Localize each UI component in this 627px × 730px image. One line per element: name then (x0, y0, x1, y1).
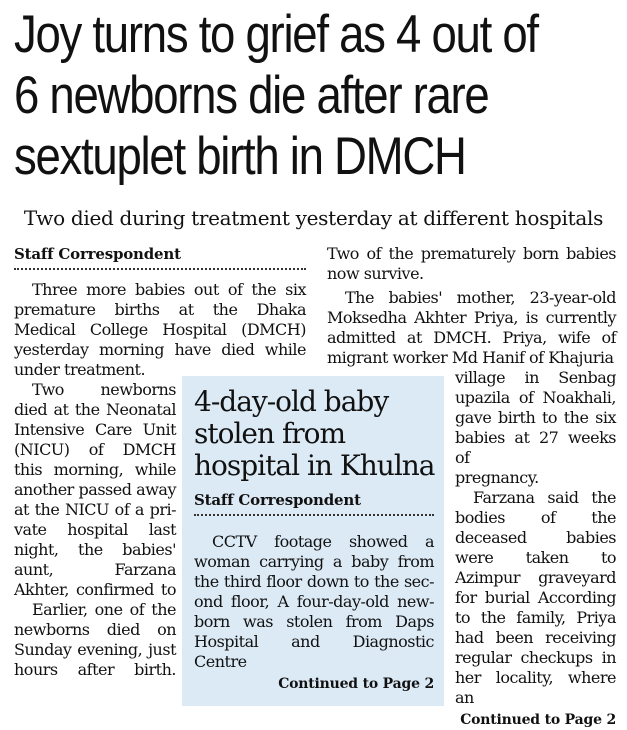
main-byline: Staff Correspondent (14, 244, 306, 270)
inset-title-line: 4-day-old baby (194, 385, 389, 418)
text-line: Intensive Care Unit (14, 420, 176, 439)
headline-line-1: Joy turns to grief as 4 out of (14, 5, 538, 64)
text-line: night, the babies' (14, 540, 176, 559)
text-line: another passed away (14, 480, 176, 499)
text-line: to the family, Priya (455, 608, 616, 627)
text-line: were taken to (455, 548, 616, 567)
text-line: deceased babies (455, 528, 616, 547)
text-line: Earlier, one of the (32, 600, 176, 619)
text-line: aunt, Farzana (14, 560, 176, 579)
text-line: vate hospital last (14, 520, 176, 539)
text-line: gave birth to the six (455, 408, 616, 427)
inset-continued-note: Continued to Page 2 (278, 676, 434, 692)
text-line: Azimpur graveyard (455, 568, 616, 587)
text-line: (NICU) of DMCH (14, 440, 176, 459)
text-line: had been receiving (455, 628, 616, 647)
main-paragraph-col3-3 (455, 488, 616, 708)
inset-paragraph: CCTV footage showed a woman carrying a baby from the third floor down to the sec-ond floor, A four-day-old new-born was stolen from Daps Hospital and Diagnostic Centre (194, 532, 434, 671)
text-line: Akhter, confirmed to (14, 580, 176, 599)
text-line: died at the Neonatal (14, 400, 176, 419)
text-line: bodies of the (455, 508, 616, 527)
headline-line-2: 6 newborns die after rare (14, 66, 489, 125)
main-paragraph-1: Three more babies out of the six premature births at the Dhaka Medical College Hospital (DMCH) yesterday morning have died while under treatment. (14, 280, 306, 379)
main-paragraph-3 (14, 600, 176, 680)
inset-story-box (182, 376, 444, 706)
inset-title-line: hospital in Khulna (194, 449, 435, 482)
main-paragraph-col3-1: Two of the prematurely born babies now survive. (327, 244, 616, 283)
text-line: hours after birth. (14, 660, 176, 679)
text-line: village in Senbag (455, 368, 616, 387)
text-line: newborns died on (14, 620, 176, 639)
inset-byline: Staff Correspondent (194, 490, 434, 516)
text-line: her locality, where an (455, 668, 616, 707)
main-paragraph-2 (14, 380, 176, 600)
main-continued-note: Continued to Page 2 (460, 712, 616, 728)
inset-body (194, 532, 434, 694)
text-line: Farzana said the (473, 488, 616, 507)
text-line: at the NICU of a pri- (14, 500, 176, 519)
headline (14, 4, 620, 187)
subheadline: Two died during treatment yesterday at different hospitals (23, 206, 604, 230)
text-line: Sunday evening, just (14, 640, 176, 659)
text-line: this morning, while (14, 460, 176, 479)
headline-line-3: sextuplet birth in DMCH (14, 127, 466, 186)
text-line: for burial According (455, 588, 616, 607)
text-line: babies at 27 weeks of (455, 428, 616, 467)
text-line: upazila of Noakhali, (455, 388, 616, 407)
text-line: Two newborns (32, 380, 176, 399)
main-paragraph-col3-2: The babies' mother, 23-year-old Moksedha Akhter Priya, is currently admitted at DMCH. Priya, wife of migrant worker Md Hanif of Khajuria (327, 288, 616, 367)
main-paragraph-col3-2-continued (455, 368, 616, 488)
inset-title-line: stolen from (194, 417, 346, 450)
text-line: regular checkups in (455, 648, 616, 667)
inset-title (194, 386, 444, 482)
text-line: pregnancy. (455, 468, 539, 487)
